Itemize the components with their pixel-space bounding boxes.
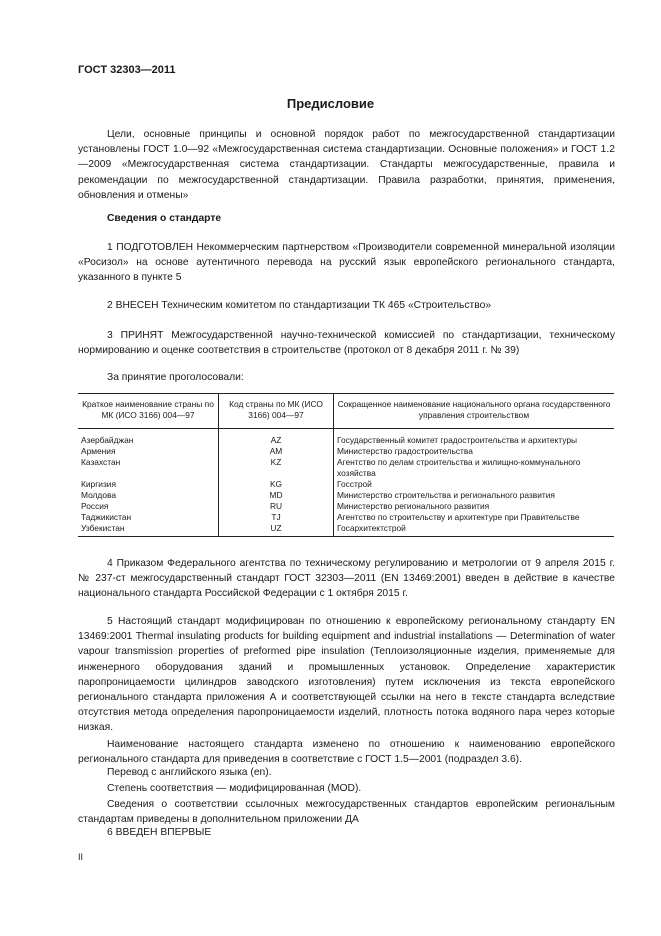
table-header-code: Код страны по МК (ИСО 3166) 004—97: [219, 394, 334, 429]
table-row: [78, 523, 614, 537]
authority-name: Министерство градостроительства: [334, 446, 615, 457]
country-code: TJ: [219, 512, 334, 523]
country-name: Казахстан: [81, 457, 121, 467]
country-code: AZ: [219, 429, 334, 447]
intro-paragraph: Цели, основные принципы и основной порядок работ по межгосударственной стандартизации установлены ГОСТ 1.0—92 «Межгосударственная система стандартизации. Основные положения» и ГОСТ 1.2—2009 «Межгосударственная система стандартизации. Стандарты межгосударственные, правила и рекомендации по межгосударственной стандартизации. Правила разработки, принятия, применения, обновления и отмены»: [78, 129, 615, 201]
conformity-note: Степень соответствия — модифицированная (MOD).: [107, 783, 362, 794]
item-2-paragraph: 2 ВНЕСЕН Техническим комитетом по стандартизации ТК 465 «Строительство»: [107, 300, 492, 311]
table-header-row: [78, 394, 614, 429]
item-3-paragraph: 3 ПРИНЯТ Межгосударственной научно-технической комиссией по стандартизации, техническому нормированию и оценке соответствия в строительстве (протокол от 8 декабря 2011 г. № 39): [78, 330, 615, 357]
voting-countries-table: [78, 393, 614, 537]
country-name: Армения: [81, 446, 116, 456]
table-row: [78, 479, 614, 490]
authority-name: Государственный комитет градостроительства и архитектуры: [334, 429, 615, 447]
country-name: Азербайджан: [81, 435, 134, 445]
country-code: UZ: [219, 523, 334, 537]
table-row: [78, 429, 614, 447]
document-id-header: ГОСТ 32303—2011: [78, 64, 176, 76]
table-header-country: Краткое наименование страны по МК (ИСО 3166) 004—97: [78, 394, 219, 429]
page-number: II: [78, 852, 84, 862]
table-row: [78, 512, 614, 523]
authority-name: Агентство по строительству и архитектуре при Правительстве: [334, 512, 615, 523]
table-row: [78, 490, 614, 501]
item-6-paragraph: 6 ВВЕДЕН ВПЕРВЫЕ: [107, 827, 212, 838]
country-name: Таджикистан: [81, 512, 132, 522]
country-code: AM: [219, 446, 334, 457]
authority-name: Госстрой: [334, 479, 615, 490]
country-name: Молдова: [81, 490, 116, 500]
item-4-paragraph: 4 Приказом Федерального агентства по техническому регулированию и метрологии от 9 апреля 2015 г. № 237-ст межгосударственный стандарт ГОСТ 32303—2011 (EN 13469:2001) введен в действие в качестве национального стандарта Российской Федерации с 1 октября 2015 г.: [78, 558, 615, 600]
authority-name: Госархитектстрой: [334, 523, 615, 537]
item-5-paragraph: 5 Настоящий стандарт модифицирован по отношению к европейскому региональному стандарту EN 13469:2001 Thermal insulating products for building equipment and industrial installations — Determination of water vapour transmission properties of preformed pipe insulation (Теплоизоляционные изделия, применяемые для инженерного оборудования зданий и промышленных установок. Определение характеристик паропроницаемости цилиндров заводского изготовления) путем исключения из текста европейского регионального стандарта приложения А и соответствующей ссылки на него в тексте стандарта вследствие отсутствия метода определения паропроницаемости изделий, плотность потока водяного пара через которые низкая.: [78, 616, 615, 734]
country-code: MD: [219, 490, 334, 501]
page-title: Предисловие: [286, 96, 375, 111]
translation-note: Перевод с английского языка (en).: [107, 767, 272, 778]
authority-name: Министерство строительства и регионального развития: [334, 490, 615, 501]
item-1-paragraph: 1 ПОДГОТОВЛЕН Некоммерческим партнерством «Производители современной минеральной изоляции «Росизол» на основе аутентичного перевода на русский язык европейского регионального стандарта, указанного в пункте 5: [78, 242, 615, 284]
info-heading: Сведения о стандарте: [107, 213, 222, 224]
table-header-authority: Сокращенное наименование национального органа государственного управления строительством: [334, 394, 615, 429]
country-name: Россия: [81, 501, 109, 511]
country-name: Киргизия: [81, 479, 117, 489]
authority-name: Министерство регионального развития: [334, 501, 615, 512]
country-code: KZ: [219, 457, 334, 479]
voted-label: За принятие проголосовали:: [107, 372, 244, 383]
country-name: Узбекистан: [78, 523, 219, 537]
country-code: RU: [219, 501, 334, 512]
table-row: [78, 446, 614, 457]
authority-name: Агентство по делам строительства и жилищно-коммунального хозяйства: [334, 457, 615, 479]
table-row: [78, 457, 614, 479]
table-row: [78, 501, 614, 512]
item-5-title-note: Наименование настоящего стандарта изменено по отношению к наименованию европейского регионального стандарта для приведения в соответствие с ГОСТ 1.5—2001 (подраздел 3.6).: [78, 739, 615, 766]
references-note: Сведения о соответствии ссылочных межгосударственных стандартов европейским региональным стандартам приведены в дополнительном приложении ДА: [78, 799, 615, 826]
country-code: KG: [219, 479, 334, 490]
